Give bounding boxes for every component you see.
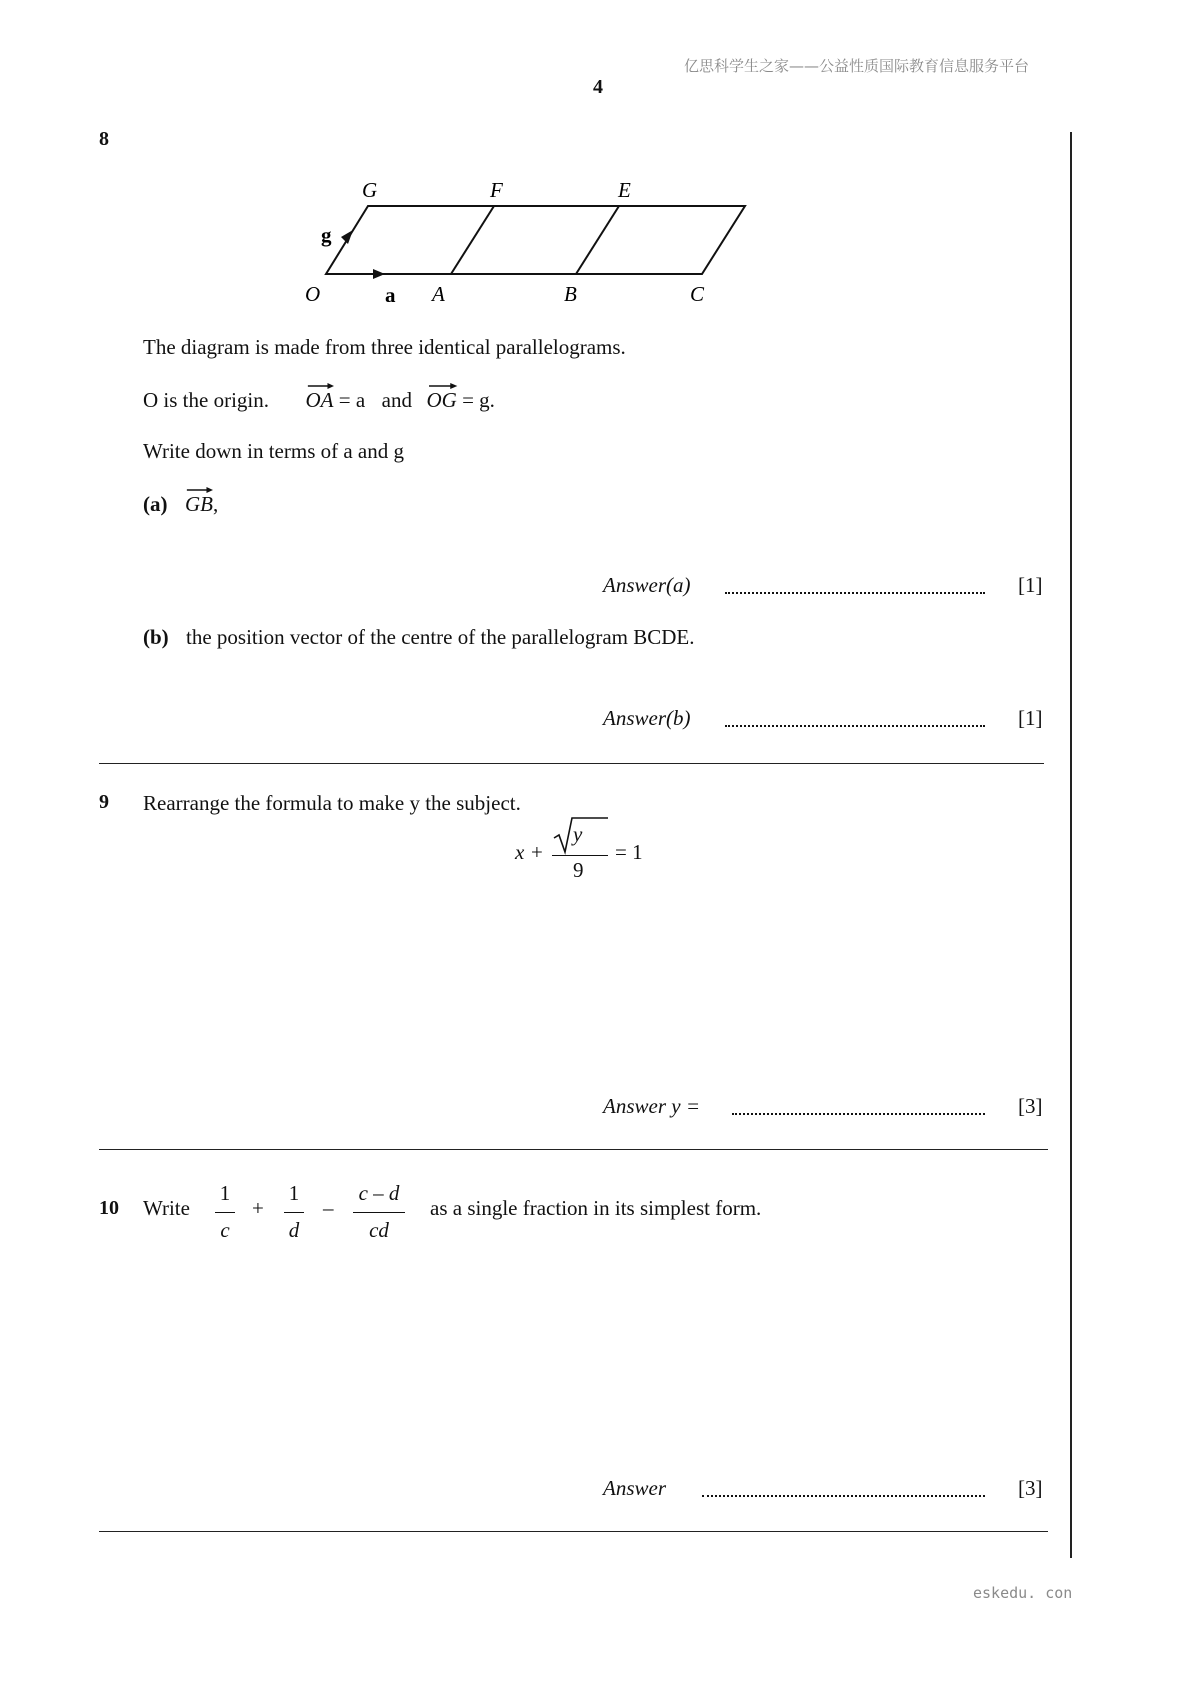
fraction-1-denominator: c [215,1212,235,1243]
divider-q10 [99,1531,1048,1532]
formula-sqrt-var: y [573,822,583,846]
question-10-number: 10 [99,1197,119,1219]
watermark-bottom: eskedu. con [973,1584,1073,1602]
vertex-F: F [490,178,503,202]
answer-a-field[interactable] [725,592,985,594]
margin-rule [1070,132,1072,1558]
vertex-A: A [432,282,445,306]
q8-intro: The diagram is made from three identical parallelograms. [143,335,626,359]
plus-sign: + [252,1196,264,1220]
fraction-3-numerator: c – d [358,1181,400,1205]
answer-q10-label: Answer [603,1476,666,1500]
answer-y-field[interactable] [732,1113,985,1115]
answer-b-field[interactable] [725,725,985,727]
formula-denominator: 9 [573,858,584,882]
answer-a-label: Answer(a) [603,573,691,597]
divider-q9 [99,1149,1048,1150]
q8-write-down: Write down in terms of a and g [143,439,405,463]
outer-parallelogram [326,206,745,274]
q8-vector-definitions [143,388,495,413]
q8-part-b-text: the position vector of the centre of the parallelogram BCDE. [186,625,695,649]
arrow-a-icon [373,269,385,279]
q8-part-a-label: (a) [143,492,168,516]
vector-OG: OG [427,388,457,413]
vector-GB: GB [185,492,213,517]
fraction-1 [215,1181,235,1243]
fraction-2 [284,1181,304,1243]
divider-q8 [99,763,1044,764]
answer-b-label: Answer(b) [603,706,691,730]
vector-OA: OA [306,388,334,413]
eq-g: = g. [462,388,495,412]
vector-a-label: a [385,283,396,307]
arrow-g-icon [341,230,353,244]
divider-BE [576,206,619,274]
marks-q9: [3] [1018,1094,1043,1118]
formula-rhs: = 1 [615,840,643,864]
q10-tail: as a single fraction in its simplest form. [430,1196,762,1220]
answer-q10-field[interactable] [702,1495,985,1497]
fraction-3-denominator: cd [353,1212,405,1243]
divider-AF [451,206,494,274]
marks-b: [1] [1018,706,1043,730]
fraction-2-denominator: d [284,1212,304,1243]
q8-part-b-label: (b) [143,625,169,649]
fraction-1-numerator: 1 [219,1181,231,1205]
answer-y-label: Answer y = [603,1094,700,1118]
vertex-G: G [362,178,378,202]
marks-q10: [3] [1018,1476,1043,1500]
question-8-number: 8 [99,128,109,150]
page-number: 4 [593,76,603,98]
formula-fraction-bar [552,855,608,856]
vertex-O: O [305,282,321,306]
q8-origin-text: O is the origin. [143,388,269,412]
fraction-3 [353,1181,405,1243]
marks-a: [1] [1018,573,1043,597]
vertex-C: C [690,282,705,306]
q8-part-a-vector: GB , [185,492,218,517]
vertex-E: E [618,178,631,202]
watermark-top: 亿思科学生之家——公益性质国际教育信息服务平台 [684,57,1030,75]
eq-a: = a [338,388,366,412]
formula-x-plus: x + [515,840,544,864]
vector-g-label: g [321,223,332,247]
minus-sign: – [323,1196,334,1220]
fraction-2-numerator: 1 [288,1181,300,1205]
and-text: and [381,388,412,412]
question-9-number: 9 [99,791,109,813]
q10-write: Write [143,1196,190,1220]
parallelogram-diagram [290,168,770,318]
q9-text: Rearrange the formula to make y the subject. [143,791,521,815]
vertex-B: B [564,282,577,306]
